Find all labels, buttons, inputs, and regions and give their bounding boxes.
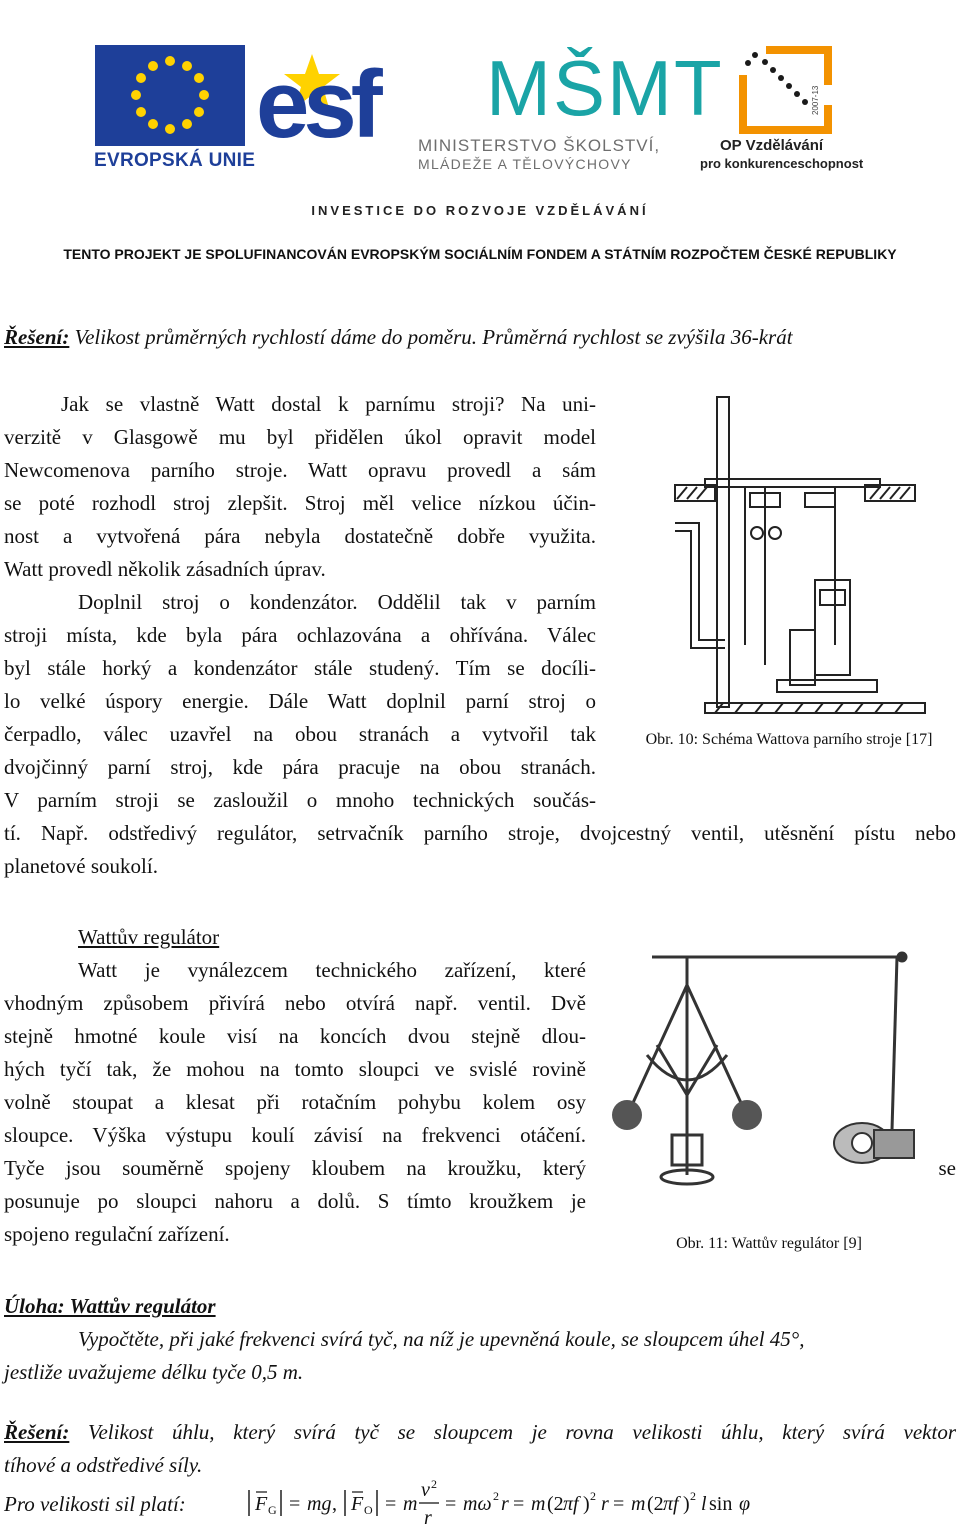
svg-text:G: G	[268, 1503, 277, 1517]
paragraph-line: verzitě v Glasgowě mu byl přidělen úkol opravit model	[4, 425, 596, 449]
eu-label: EVROPSKÁ UNIE	[94, 150, 256, 171]
paragraph-line: spojeno regulační zařízení.	[4, 1222, 230, 1246]
svg-text:2007-13: 2007-13	[811, 85, 820, 115]
paragraph-line: Watt je vynálezcem technického zařízení, které	[78, 958, 586, 982]
op-line1: OP Vzdělávání	[720, 137, 824, 154]
paragraph-line: Doplnil stroj o kondenzátor. Oddělil tak v parním	[78, 590, 596, 614]
steam-engine-figure	[665, 395, 930, 725]
svg-text:sin: sin	[709, 1493, 733, 1515]
paragraph-line: Newcomenova parního stroje. Watt opravu provedl a sám	[4, 458, 596, 482]
paragraph-line: se poté rozhodl stroj zlepšit. Stroj měl velice nízkou účin-	[4, 491, 596, 515]
paragraph-line: nost a vytvořená pára nebyla dostatečně dobře využita.	[4, 524, 596, 548]
svg-text:mω: mω	[463, 1493, 492, 1515]
paragraph-line: V parním stroji se zasloužil o mnoho technických součás-	[4, 788, 596, 812]
paragraph-line: stroji místa, kde byla pára ochlazována a ohřívána. Válec	[4, 623, 596, 647]
svg-text:πf: πf	[663, 1493, 679, 1515]
svg-text:(2: (2	[547, 1493, 564, 1515]
solution-1	[4, 321, 956, 354]
investice-line: INVESTICE DO ROZVOJE VZDĚLÁVÁNÍ	[311, 203, 649, 218]
regulator-title-text: Wattův regulátor	[78, 925, 220, 949]
figure-10-caption: Obr. 10: Schéma Wattova parního stroje [17]	[645, 731, 933, 748]
paragraph-line: stejně hmotné koule visí na koncích dvou stejně dlou-	[4, 1024, 586, 1048]
paragraph-line: Jak se vlastně Watt dostal k parnímu stroji? Na uni-	[61, 392, 596, 416]
svg-text:v: v	[421, 1479, 430, 1501]
paragraph-line: lo velké úspory energie. Dále Watt doplnil parní stroj o	[4, 689, 596, 713]
force-formula	[245, 1470, 790, 1535]
governor-figure	[612, 945, 922, 1215]
svg-text:mg: mg	[307, 1493, 332, 1515]
project-line: TENTO PROJEKT JE SPOLUFINANCOVÁN EVROPSKÝM SOCIÁLNÍM FONDEM A STÁTNÍM ROZPOČTEM ČESKÉ REPUBLIKY	[63, 246, 897, 262]
svg-text:φ: φ	[739, 1493, 751, 1515]
svg-text:m: m	[631, 1493, 646, 1515]
svg-text:): )	[583, 1493, 590, 1515]
svg-text:=: =	[613, 1493, 625, 1515]
paragraph-line: byl stále horký a kondenzátor stále studený. Tím se docíli-	[4, 656, 596, 680]
paragraph-line: vhodným způsobem přivírá nebo otvírá např. ventil. Dvě	[4, 991, 586, 1015]
svg-text:(2: (2	[647, 1493, 664, 1515]
task-line2: jestliže uvažujeme délku tyče 0,5 m.	[4, 1360, 304, 1384]
figure-11-caption: Obr. 11: Wattův regulátor [9]	[676, 1235, 862, 1252]
esf-logo: esf	[256, 51, 377, 158]
svg-text:r: r	[601, 1493, 609, 1515]
msmt-line2: MLÁDEŽE A TĚLOVÝCHOVY	[418, 156, 632, 172]
task-line1: Vypočtěte, při jaké frekvenci svírá tyč, na níž je upevněná koule, se sloupcem úhel 45°,	[78, 1327, 805, 1351]
svg-text:r: r	[501, 1493, 509, 1515]
solution-1-text: Velikost průměrných rychlostí dáme do poměru. Průměrná rychlost se zvýšila 36-krát	[74, 325, 793, 349]
solution-1-label: Řešení:	[4, 325, 70, 349]
svg-text:l: l	[701, 1493, 707, 1515]
paragraph-line: planetové soukolí.	[4, 854, 158, 878]
svg-text:,: ,	[332, 1493, 337, 1515]
svg-text:πf: πf	[563, 1493, 579, 1515]
msmt-line1: MINISTERSTVO ŠKOLSTVÍ,	[418, 136, 661, 155]
svg-text:2: 2	[590, 1489, 596, 1503]
svg-text:=: =	[445, 1493, 457, 1515]
svg-text:): )	[683, 1493, 690, 1515]
trailing-word: se	[938, 1156, 956, 1180]
svg-text:O: O	[364, 1503, 373, 1517]
svg-text:2: 2	[493, 1489, 499, 1503]
op-logo-icon	[738, 45, 833, 140]
op-line2: pro konkurenceschopnost	[700, 156, 864, 171]
svg-text:2: 2	[690, 1489, 696, 1503]
svg-text:F: F	[255, 1493, 268, 1515]
paragraph-line: posunuje po sloupci nahoru a dolů. S tímto kroužkem je	[4, 1189, 586, 1213]
svg-text:=: =	[513, 1493, 525, 1515]
paragraph-line: sloupce. Výška výstupu koulí závisí na frekvenci otáčení.	[4, 1123, 586, 1147]
task-block	[4, 1290, 956, 1389]
svg-text:m: m	[403, 1493, 418, 1515]
eu-flag-logo	[95, 45, 245, 146]
task-label: Úloha: Wattův regulátor	[4, 1294, 216, 1318]
paragraph-line: čerpadlo, válec uzavřel na obou stranách a vytvořil tak	[4, 722, 596, 746]
msmt-logo: MŠMT	[486, 44, 724, 132]
paragraph-line: Watt provedl několik zásadních úprav.	[4, 557, 326, 581]
svg-text:r: r	[424, 1507, 432, 1529]
paragraph-line: volně stoupat a klesat při rotačním pohybu kolem osy	[4, 1090, 586, 1114]
svg-text:=: =	[289, 1493, 301, 1515]
paragraph-line: Tyče jsou souměrně spojeny kloubem na kroužku, který	[4, 1156, 586, 1180]
svg-text:F: F	[351, 1493, 364, 1515]
formula-intro: Pro velikosti sil platí:	[4, 1492, 186, 1516]
paragraph-line: dvojčinný parní stroj, kde pára pracuje na obou stranách.	[4, 755, 596, 779]
solution-2-line1	[4, 1416, 956, 1449]
svg-text:=: =	[385, 1493, 397, 1515]
solution-2-text: Velikost úhlu, který svírá tyč se sloupcem je rovna velikosti úhlu, který svírá vektor	[87, 1420, 956, 1444]
paragraph-line: tí. Např. odstředivý regulátor, setrvačník parního stroje, dvojcestný ventil, utěsnění pístu nebo	[4, 821, 956, 845]
solution-2-line2: tíhové a odstředivé síly.	[4, 1453, 203, 1477]
svg-text:2: 2	[431, 1477, 437, 1491]
solution-2-label: Řešení:	[4, 1420, 70, 1444]
paragraph-line: hých tyčí tak, že mohou na tomto sloupci ve svislé rovině	[4, 1057, 586, 1081]
svg-text:m: m	[531, 1493, 546, 1515]
